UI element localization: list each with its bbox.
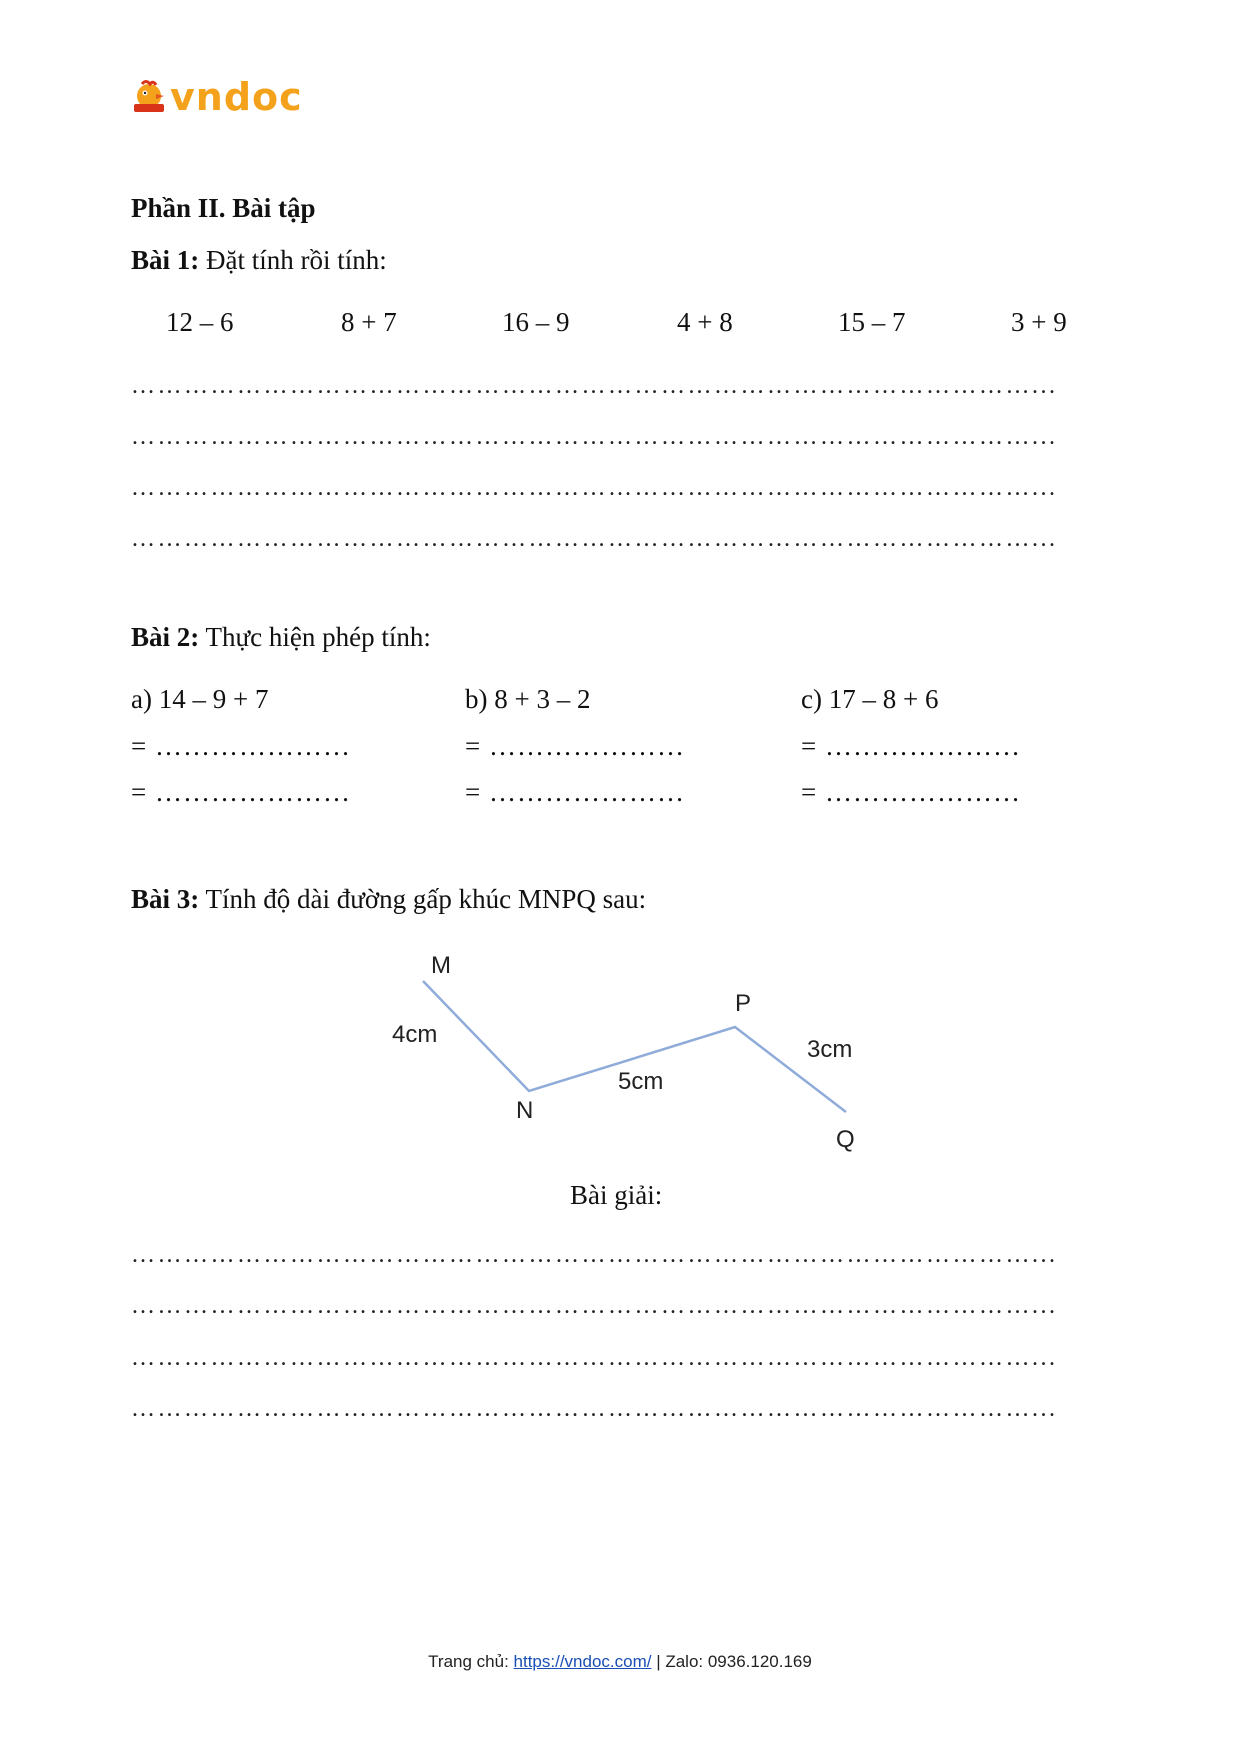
ex1-answer-line[interactable]: …………………………………………………………………………………………... <box>131 424 1058 450</box>
point-m-label: M <box>431 952 451 979</box>
segment-np-length: 5cm <box>618 1068 664 1095</box>
ex2-label: Bài 2: <box>131 622 200 652</box>
segment-pq-length: 3cm <box>807 1036 853 1063</box>
ex1-expression: 4 + 8 <box>677 307 733 337</box>
ex1-answer-line[interactable]: …………………………………………………………………………………………... <box>131 475 1058 501</box>
logo-text: vndoc <box>170 75 303 119</box>
ex1-expression: 8 + 7 <box>341 307 397 337</box>
ex1-expression: 12 – 6 <box>166 307 234 337</box>
segment-mn-length: 4cm <box>392 1021 438 1048</box>
ex2-item-c: c) 17 – 8 + 6 <box>801 684 939 714</box>
ex2-instruction: Thực hiện phép tính: <box>205 622 431 652</box>
ex3-answer-line[interactable]: …………………………………………………………………………………………... <box>131 1345 1058 1371</box>
ex1-answer-line[interactable]: …………………………………………………………………………………………... <box>131 526 1058 552</box>
section-title: Phần II. Bài tập <box>131 193 316 223</box>
page-footer <box>0 1652 1240 1672</box>
ex2-answer-line[interactable]: = ………………… <box>131 777 351 807</box>
point-n-label: N <box>516 1097 534 1124</box>
ex3-instruction: Tính độ dài đường gấp khúc MNPQ sau: <box>205 884 647 914</box>
footer-homepage-link[interactable]: https://vndoc.com/ <box>513 1652 652 1671</box>
ex3-answer-line[interactable]: …………………………………………………………………………………………... <box>131 1242 1058 1268</box>
ex1-expression: 3 + 9 <box>1011 307 1067 337</box>
ex1-answer-line[interactable]: …………………………………………………………………………………………... <box>131 373 1058 399</box>
ex2-item-a: a) 14 – 9 + 7 <box>131 684 269 714</box>
ex2-answer-line[interactable]: = ………………… <box>465 777 685 807</box>
ex2-answer-line[interactable]: = ………………… <box>801 731 1021 761</box>
ex1-expression: 16 – 9 <box>502 307 570 337</box>
ex3-answer-line[interactable]: …………………………………………………………………………………………... <box>131 1396 1058 1422</box>
solution-title: Bài giải: <box>570 1180 663 1210</box>
ex2-answer-line[interactable]: = ………………… <box>465 731 685 761</box>
footer-contact: | Zalo: 0936.120.169 <box>651 1652 812 1671</box>
ex3-answer-line[interactable]: …………………………………………………………………………………………... <box>131 1293 1058 1319</box>
ex1-expression: 15 – 7 <box>838 307 906 337</box>
point-p-label: P <box>735 990 752 1017</box>
ex1-instruction: Đặt tính rồi tính: <box>206 245 387 275</box>
ex2-answer-line[interactable]: = ………………… <box>801 777 1021 807</box>
ex1-label: Bài 1: <box>131 245 200 275</box>
ex2-item-b: b) 8 + 3 – 2 <box>465 684 591 714</box>
point-q-label: Q <box>836 1126 855 1153</box>
footer-prefix: Trang chủ: <box>428 1652 514 1671</box>
ex3-label: Bài 3: <box>131 884 200 914</box>
ex2-answer-line[interactable]: = ………………… <box>131 731 351 761</box>
